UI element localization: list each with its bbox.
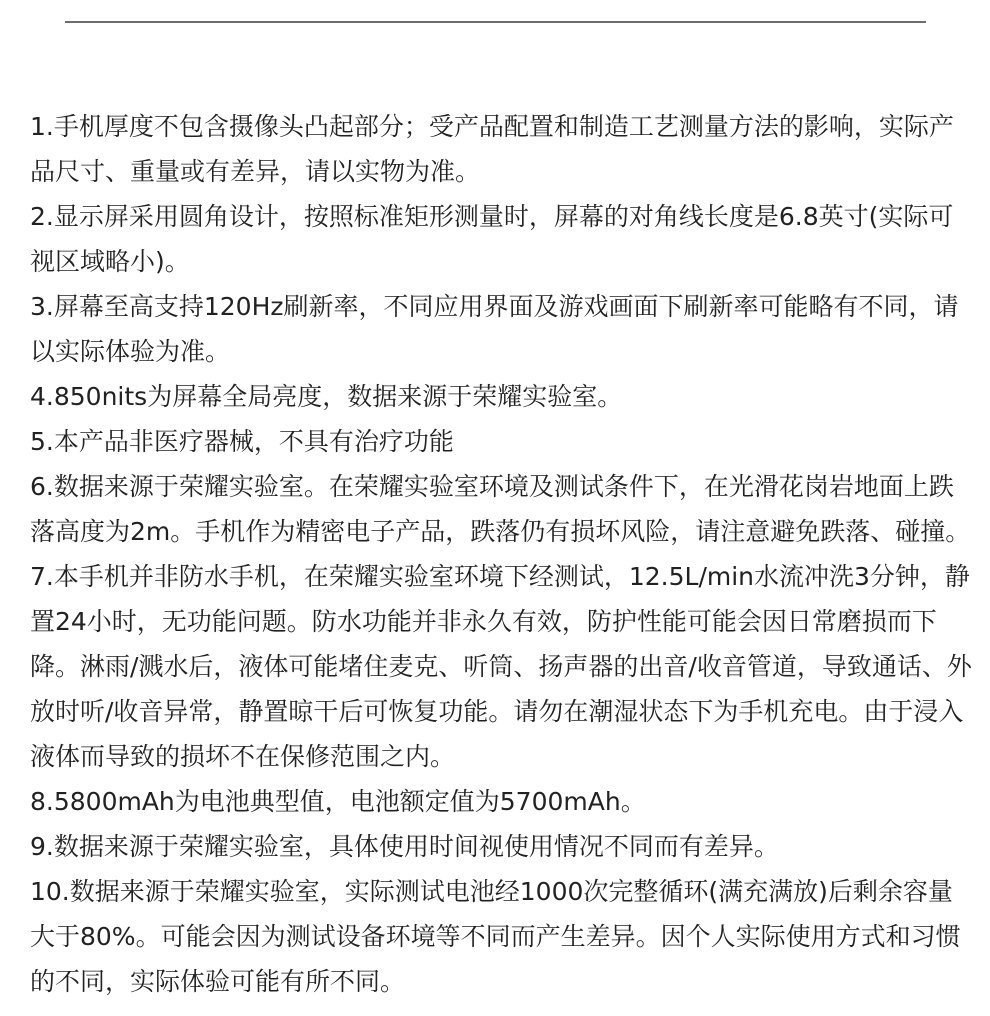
footnote-6: 6.数据来源于荣耀实验室。在荣耀实验室环境及测试条件下，在光滑花岗岩地面上跌落高度为2m。手机作为精密电子产品，跌落仍有损坏风险，请注意避免跌落、碰撞。 [30, 472, 971, 546]
footnote-1: 1.手机厚度不包含摄像头凸起部分；受产品配置和制造工艺测量方法的影响，实际产品尺寸、重量或有差异，请以实物为准。 [30, 112, 954, 186]
footnote-9: 9.数据来源于荣耀实验室，具体使用时间视使用情况不同而有差异。 [30, 832, 779, 861]
footnotes-list [30, 104, 975, 1004]
footnote-10: 10.数据来源于荣耀实验室，实际测试电池经1000次完整循环(满充满放)后剩余容量大于80%。可能会因为测试设备环境等不同而产生差异。因个人实际使用方式和习惯的不同，实际体验可能有所不同。 [30, 877, 961, 996]
footnote-3: 3.屏幕至高支持120Hz刷新率，不同应用界面及游戏画面下刷新率可能略有不同，请以实际体验为准。 [30, 292, 959, 366]
footnote-5: 5.本产品非医疗器械，不具有治疗功能 [30, 427, 454, 456]
footnote-8: 8.5800mAh为电池典型值，电池额定值为5700mAh。 [30, 787, 646, 816]
footnote-4: 4.850nits为屏幕全局亮度，数据来源于荣耀实验室。 [30, 382, 623, 411]
footnote-7: 7.本手机并非防水手机，在荣耀实验室环境下经测试，12.5L/min水流冲洗3分钟，静置24小时，无功能问题。防水功能并非永久有效，防护性能可能会因日常磨损而下降。淋雨/溅水后，液体可能堵住麦克、听筒、扬声器的出音/收音管道，导致通话、外放时听/收音异常，静置晾干后可恢复功能。请勿在潮湿状态下为手机充电。由于浸入液体而导致的损坏不在保修范围之内。 [30, 562, 972, 771]
footnote-2: 2.显示屏采用圆角设计，按照标准矩形测量时，屏幕的对角线长度是6.8英寸(实际可视区域略小)。 [30, 202, 954, 276]
top-divider [65, 21, 926, 23]
